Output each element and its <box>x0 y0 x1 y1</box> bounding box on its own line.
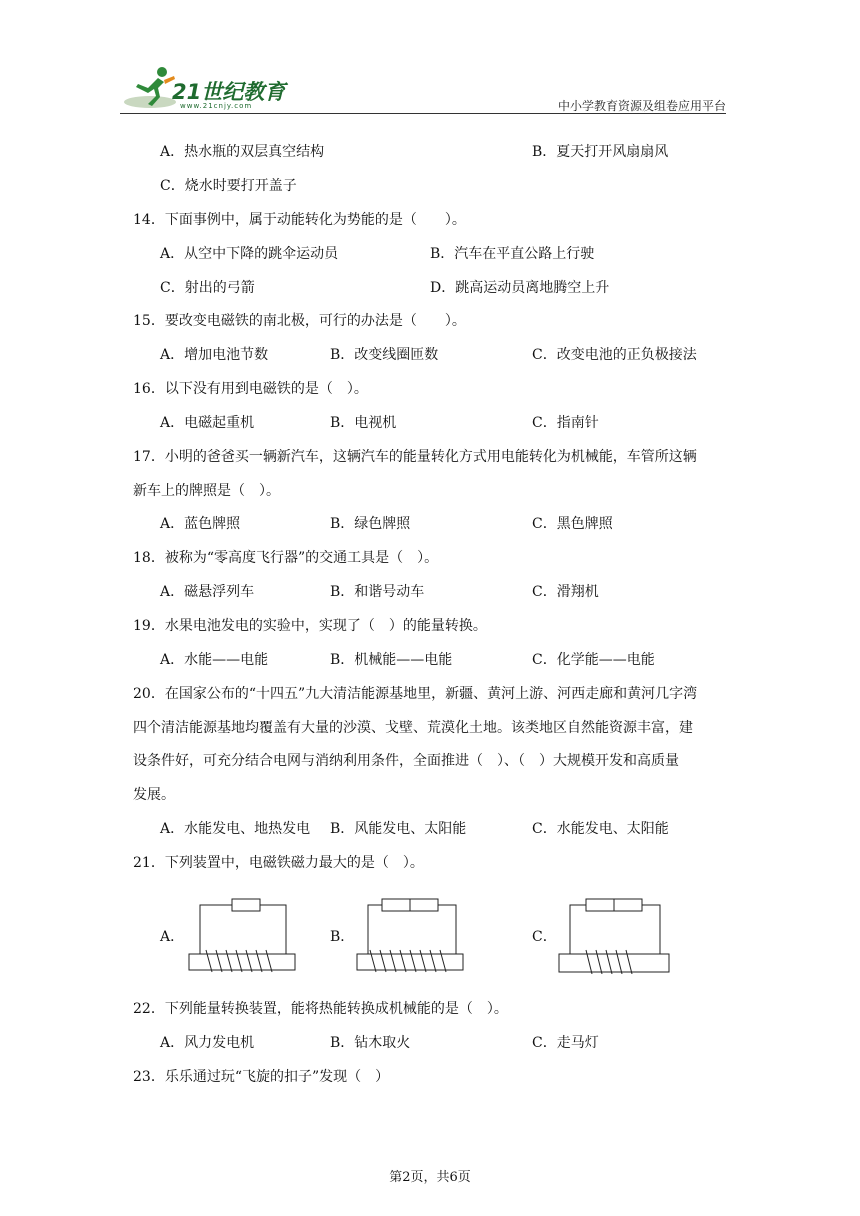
q17-option-c: C．黑色牌照 <box>532 516 613 532</box>
q17-option-b: B．绿色牌照 <box>330 516 411 532</box>
q17-option-a: A．蓝色牌照 <box>160 516 241 532</box>
header-divider <box>120 113 726 114</box>
q21-option-c: C． <box>532 929 557 945</box>
page-header <box>120 62 726 114</box>
q15-option-a: A．增加电池节数 <box>160 347 269 363</box>
question-19: 19．水果电池发电的实验中，实现了（ ）的能量转换。 <box>133 618 487 634</box>
question-16: 16．以下没有用到电磁铁的是（ ）。 <box>133 381 368 397</box>
question-15: 15．要改变电磁铁的南北极，可行的办法是（ ）。 <box>133 313 466 329</box>
option-c: C．烧水时要打开盖子 <box>160 178 297 194</box>
question-14: 14．下面事例中，属于动能转化为势能的是（ ）。 <box>133 212 466 228</box>
q21-option-b: B． <box>330 929 355 945</box>
option-a: A．热水瓶的双层真空结构 <box>160 144 325 160</box>
question-20: 20．在国家公布的“十四五”九大清洁能源基地里，新疆、黄河上游、河西走廊和黄河几字湾 <box>133 686 698 702</box>
q22-option-a: A．风力发电机 <box>160 1035 255 1051</box>
q22-option-b: B．钻木取火 <box>330 1035 411 1051</box>
q16-option-b: B．电视机 <box>330 415 397 431</box>
logo-text: 21世纪教育 <box>172 80 286 104</box>
question-17: 17．小明的爸爸买一辆新汽车，这辆汽车的能量转化方式用电能转化为机械能，车管所这辆 <box>133 449 697 465</box>
q18-option-b: B．和谐号动车 <box>330 584 425 600</box>
q19-option-b: B．机械能——电能 <box>330 652 453 668</box>
q16-option-a: A．电磁起重机 <box>160 415 255 431</box>
q14-option-a: A．从空中下降的跳伞运动员 <box>160 246 339 262</box>
question-20-line2: 四个清洁能源基地均覆盖有大量的沙漠、戈壁、荒漠化土地。该类地区自然能资源丰富，建 <box>133 720 693 736</box>
electromagnet-diagram-c <box>556 892 676 974</box>
q15-option-b: B．改变线圈匝数 <box>330 347 439 363</box>
q15-option-c: C．改变电池的正负极接法 <box>532 347 697 363</box>
question-17-cont: 新车上的牌照是（ ）。 <box>133 483 280 499</box>
runner-logo-icon <box>120 62 180 114</box>
q21-option-a: A． <box>160 929 185 945</box>
q20-option-c: C．水能发电、太阳能 <box>532 821 669 837</box>
question-20-line4: 发展。 <box>133 787 175 803</box>
option-b: B．夏天打开风扇扇风 <box>532 144 669 160</box>
q18-option-a: A．磁悬浮列车 <box>160 584 255 600</box>
page-number: 第2页，共6页 <box>389 1170 471 1185</box>
electromagnet-diagram-b <box>352 892 472 974</box>
question-20-line3: 设条件好，可充分结合电网与消纳利用条件，全面推进（ ）、（ ）大规模开发和高质量 <box>133 753 679 769</box>
question-22: 22．下列能量转换装置，能将热能转换成机械能的是（ ）。 <box>133 1001 508 1017</box>
question-23: 23．乐乐通过玩“飞旋的扣子”发现（ ） <box>133 1069 390 1085</box>
q14-option-c: C．射出的弓箭 <box>160 280 255 296</box>
electromagnet-diagram-a <box>184 892 304 974</box>
q20-option-a: A．水能发电、地热发电 <box>160 821 311 837</box>
logo-url: www.21cnjy.com <box>180 102 253 110</box>
q22-option-c: C．走马灯 <box>532 1035 599 1051</box>
q14-option-d: D．跳高运动员离地腾空上升 <box>430 280 610 296</box>
q19-option-a: A．水能——电能 <box>160 652 269 668</box>
q14-option-b: B．汽车在平直公路上行驶 <box>430 246 595 262</box>
q18-option-c: C．滑翔机 <box>532 584 599 600</box>
logo <box>120 62 300 114</box>
question-21: 21．下列装置中，电磁铁磁力最大的是（ ）。 <box>133 855 424 871</box>
q20-option-b: B．风能发电、太阳能 <box>330 821 467 837</box>
platform-name: 中小学教育资源及组卷应用平台 <box>557 99 726 113</box>
question-18: 18．被称为“零高度飞行器”的交通工具是（ ）。 <box>133 550 439 566</box>
q19-option-c: C．化学能——电能 <box>532 652 655 668</box>
q16-option-c: C．指南针 <box>532 415 599 431</box>
